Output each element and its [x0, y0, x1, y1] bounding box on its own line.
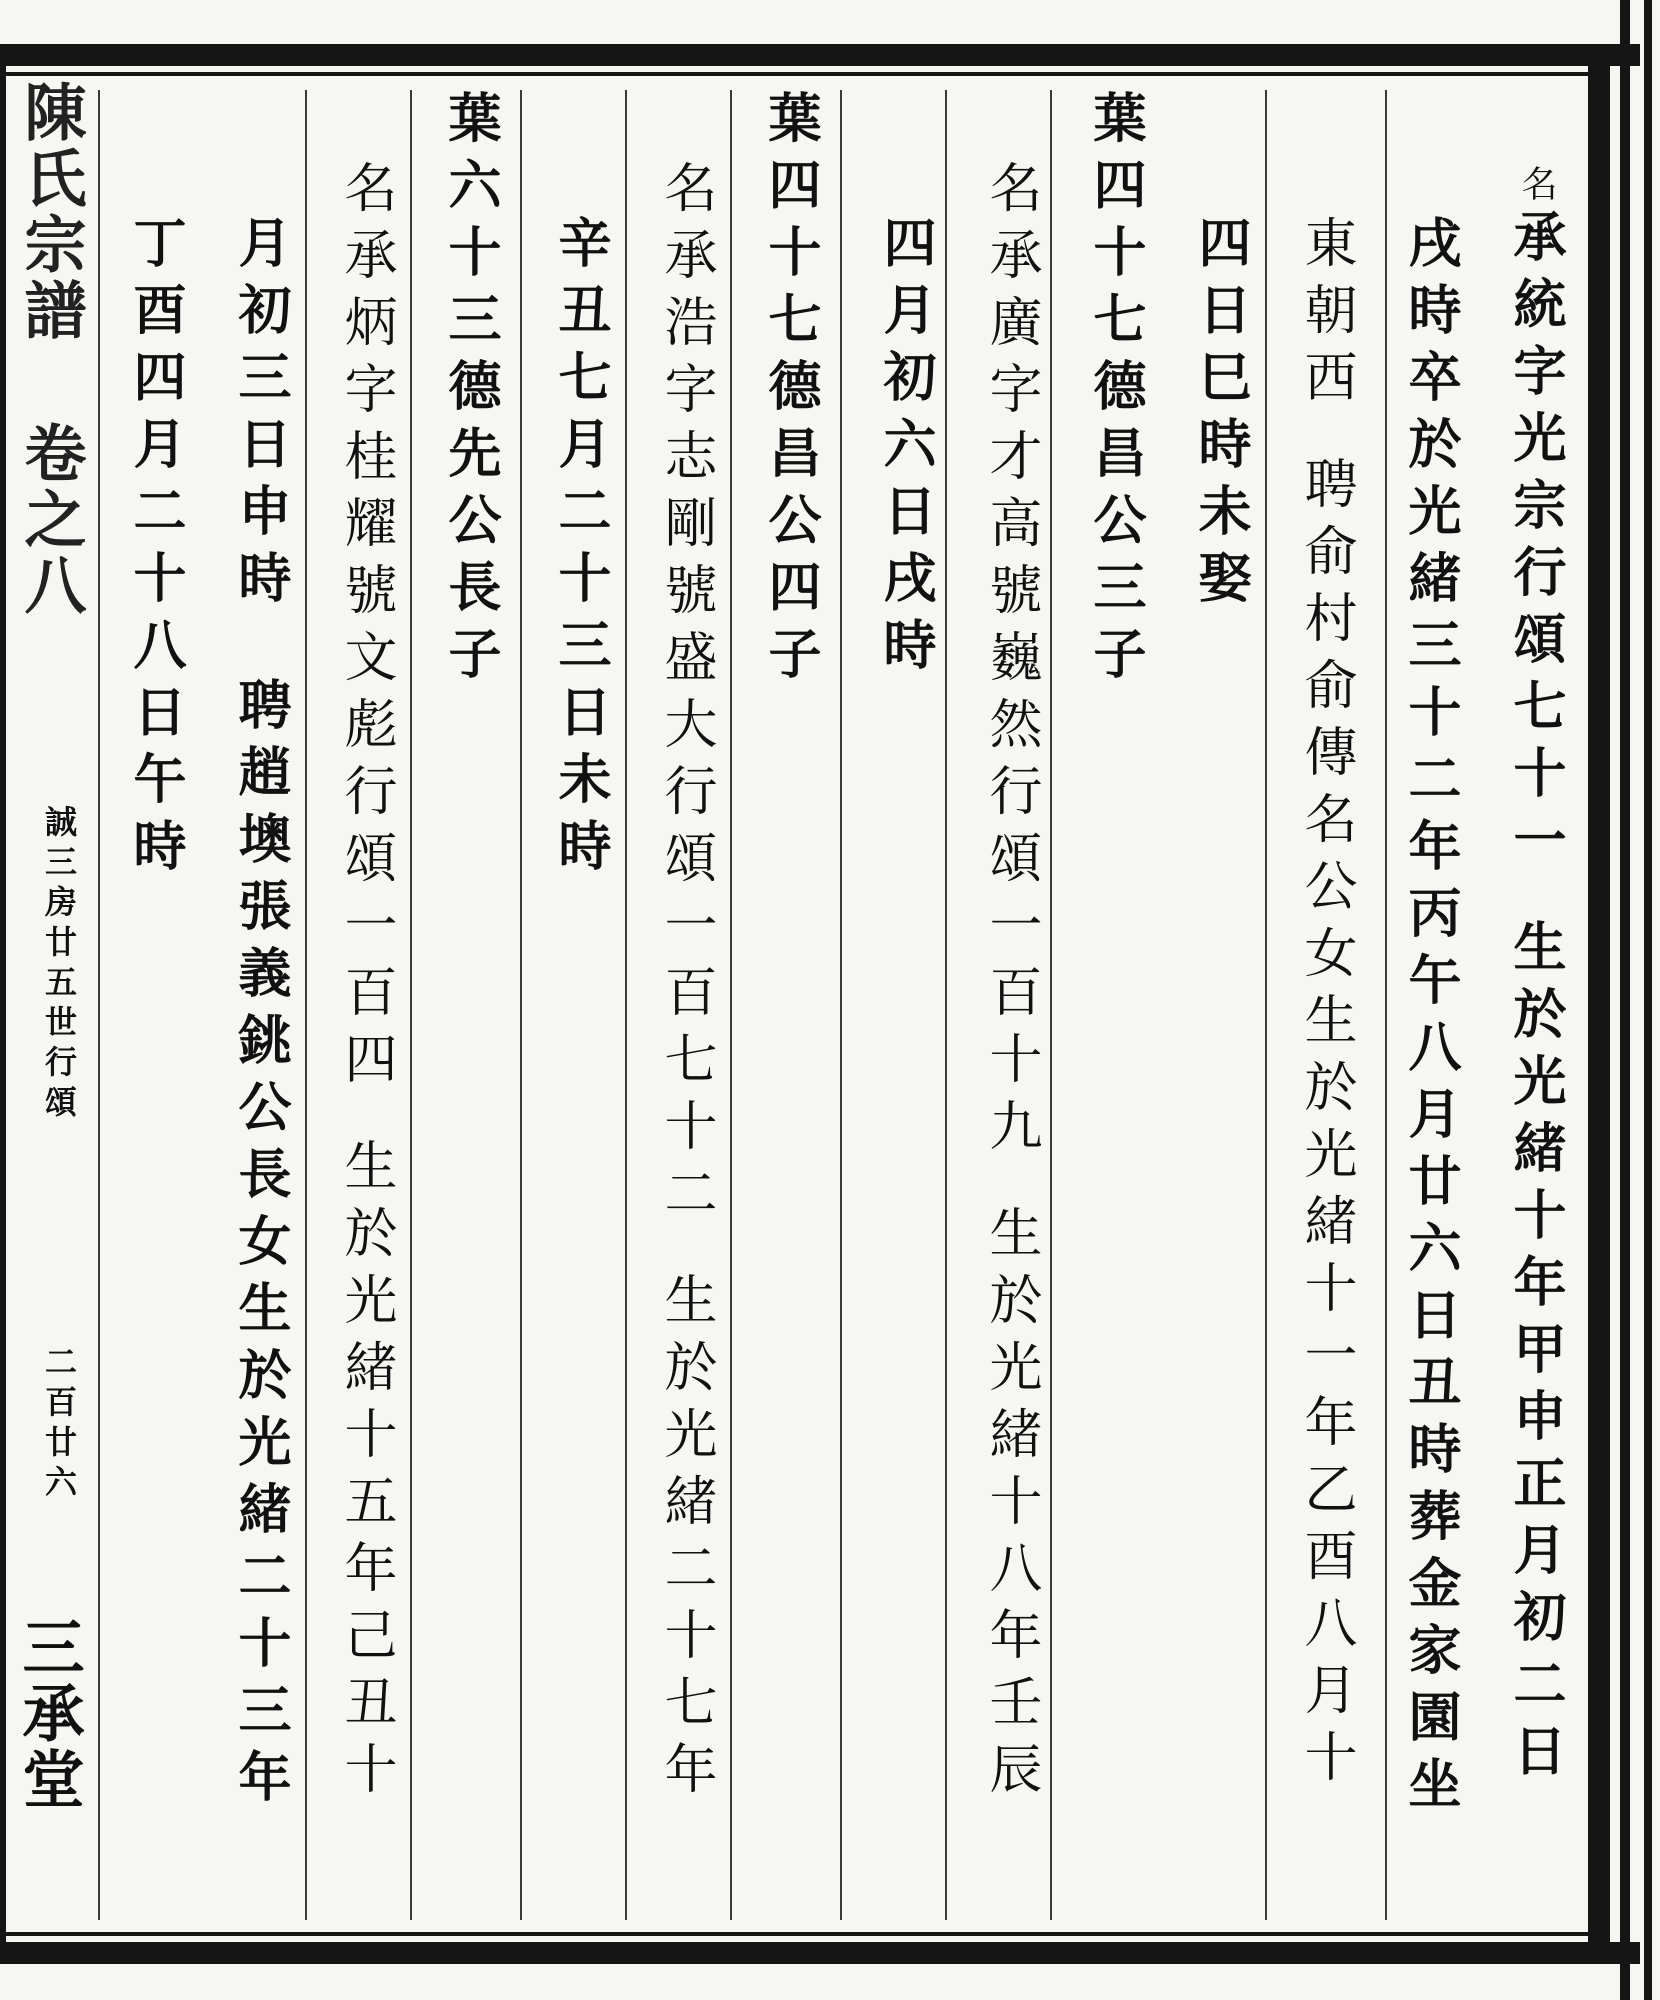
column-tail: 生於光緒十八年壬辰: [981, 1205, 1042, 1808]
column-divider: [945, 90, 947, 1920]
text-column: [655, 160, 717, 1808]
column-tail: 生於光緒十五年己丑十: [336, 1138, 397, 1808]
text-column: [1085, 90, 1147, 693]
column-head: 名: [1516, 165, 1557, 209]
column-divider: [520, 90, 522, 1920]
text-column: [1400, 215, 1462, 1823]
column-divider: [730, 90, 732, 1920]
column-tail: 生於光緒二十七年: [656, 1272, 717, 1808]
text-column: [760, 90, 822, 693]
column-text: 承統字光宗行頌七十一: [1505, 209, 1567, 879]
text-column: [1295, 215, 1357, 1796]
column-divider: [625, 90, 627, 1920]
text-column: [1505, 165, 1567, 1790]
column-head: 名: [656, 160, 717, 227]
column-text: 承浩字志剛號盛大行頌一百七十二: [656, 227, 717, 1232]
column-divider: [1050, 90, 1052, 1920]
bottom-border: [0, 1942, 1640, 1964]
column-text: 戌時卒於光緒三十二年丙午八月廿六日丑時葬金家園坐: [1400, 215, 1462, 1823]
column-head: 名: [981, 160, 1042, 227]
column-head: 名: [336, 160, 397, 227]
right-border: [1588, 44, 1610, 1964]
column-tail: 聘俞村俞傳名公女生於光緒十一年乙酉八月十: [1296, 456, 1357, 1796]
page-number: 二百廿六: [40, 1345, 78, 1505]
column-divider: [1265, 90, 1267, 1920]
column-divider: [840, 90, 842, 1920]
column-divider: [305, 90, 307, 1920]
text-column: [440, 90, 502, 693]
margin-divider: [98, 90, 100, 1920]
hall-name: 三承堂: [12, 1615, 85, 1813]
section-label: 誠三房廿五世行頌: [40, 805, 78, 1125]
column-text: 月初三日申時: [230, 215, 292, 617]
binding-edge: [1620, 0, 1630, 2000]
column-divider: [1385, 90, 1387, 1920]
text-column: [980, 160, 1042, 1808]
column-text: 四月初六日戌時: [875, 215, 937, 684]
column-text: 葉四十七德昌公三子: [1085, 90, 1147, 693]
binding-edge-outer: [1644, 0, 1652, 2000]
column-divider: [410, 90, 412, 1920]
top-inner-border: [0, 72, 1600, 76]
column-text: 四日巳時未娶: [1190, 215, 1252, 617]
column-text: 葉六十三德先公長子: [440, 90, 502, 693]
column-text: 葉四十七德昌公四子: [760, 90, 822, 693]
column-text: 承炳字桂耀號文彪行頌一百四: [336, 227, 397, 1098]
column-text: 東朝西: [1296, 215, 1357, 416]
text-column: [875, 215, 937, 684]
text-column: [550, 215, 612, 885]
column-text: 承廣字才高號巍然行頌一百十九: [981, 227, 1042, 1165]
text-column: [230, 215, 292, 1816]
column-tail: 生於光緒十年甲申正月初二日: [1505, 919, 1567, 1790]
bottom-inner-border: [0, 1932, 1600, 1936]
text-column: [335, 160, 397, 1808]
column-tail: 聘趙墺張義銚公長女生於光緒二十三年: [230, 677, 292, 1816]
book-title: 陳氏宗譜 卷之八: [14, 80, 87, 619]
text-column: [125, 215, 187, 885]
column-text: 辛丑七月二十三日未時: [550, 215, 612, 885]
text-column: [1190, 215, 1252, 617]
top-border: [0, 44, 1640, 66]
column-text: 丁酉四月二十八日午時: [125, 215, 187, 885]
